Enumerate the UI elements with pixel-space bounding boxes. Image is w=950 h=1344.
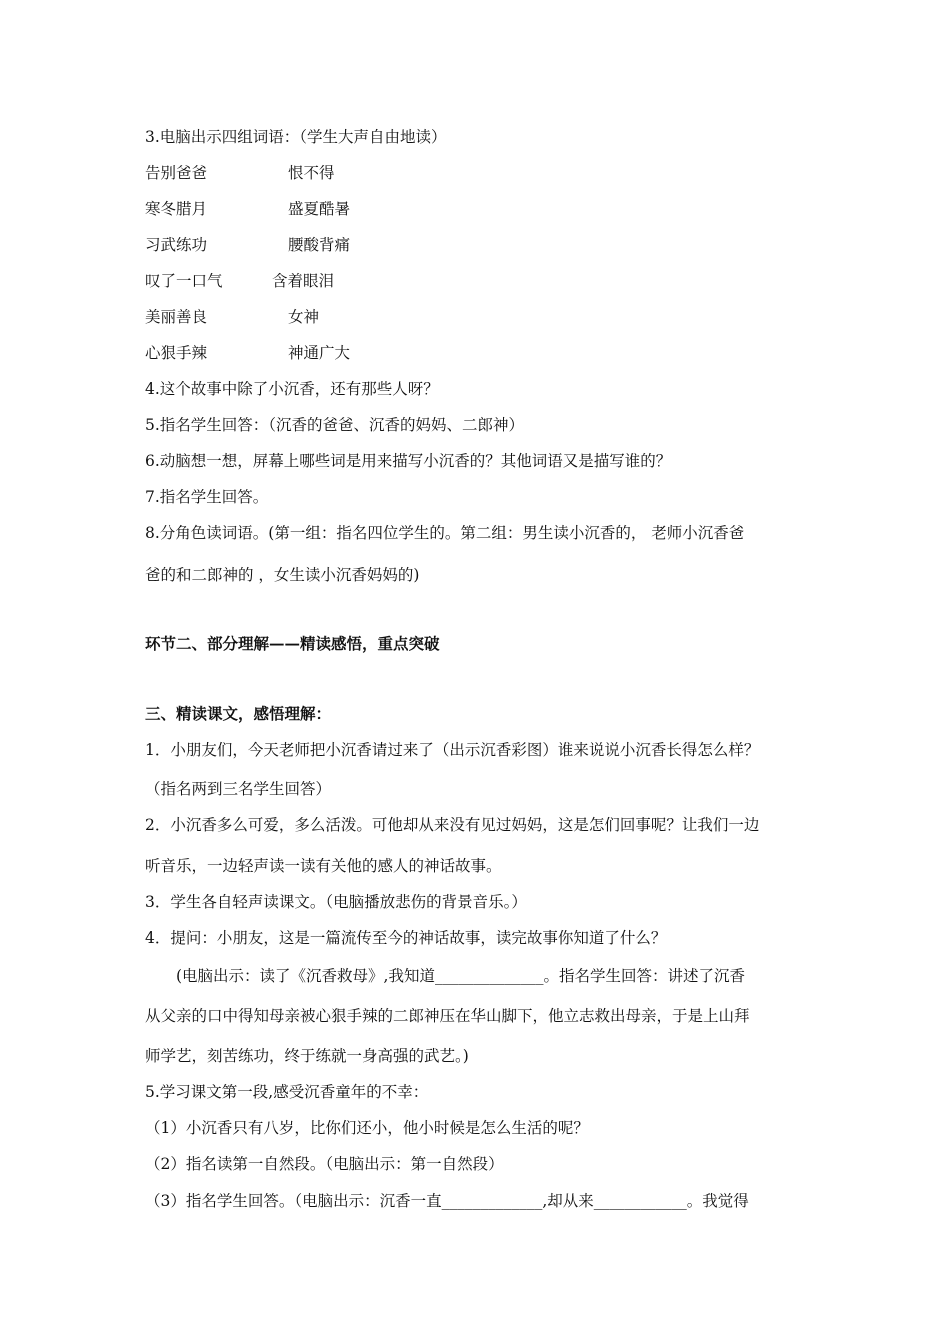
word-left: 美丽善良 bbox=[145, 308, 208, 326]
paragraph-1-line-1: 1．小朋友们，今天老师把小沉香请过来了（出示沉香彩图）谁来说说小沉香长得怎么样？ bbox=[145, 741, 760, 759]
intro-line: 3.电脑出示四组词语：（学生大声自由地读） bbox=[145, 128, 447, 146]
paragraph-4-answer-line-1: (电脑出示：读了《沉香救母》,我知道______________。指名学生回答：讲述了沉香 bbox=[176, 967, 745, 985]
word-left: 习武练功 bbox=[145, 236, 208, 254]
section-2-heading: 环节二、部分理解——精读感悟，重点突破 bbox=[145, 634, 440, 653]
question-4: 4.这个故事中除了小沉香，还有那些人呀？ bbox=[145, 380, 439, 398]
word-right: 神通广大 bbox=[288, 344, 351, 362]
word-right: 腰酸背痛 bbox=[288, 236, 351, 254]
section-3-heading: 三、精读课文，感悟理解： bbox=[145, 704, 332, 723]
paragraph-2-line-1: 2．小沉香多么可爱，多么活泼。可他却从来没有见过妈妈，这是怎们回事呢？让我们一边 bbox=[145, 816, 760, 834]
paragraph-5-sub-1: （1）小沉香只有八岁，比你们还小，他小时候是怎么生活的呢？ bbox=[145, 1119, 589, 1137]
word-right: 女神 bbox=[288, 308, 320, 326]
question-5: 5.指名学生回答：（沉香的爸爸、沉香的妈妈、二郎神） bbox=[145, 416, 525, 434]
word-right: 含着眼泪 bbox=[272, 272, 335, 290]
paragraph-1-line-2: （指名两到三名学生回答） bbox=[145, 780, 332, 798]
word-left: 叹了一口气 bbox=[145, 272, 223, 290]
paragraph-3: 3．学生各自轻声读课文。（电脑播放悲伤的背景音乐。） bbox=[145, 893, 527, 911]
word-right: 恨不得 bbox=[288, 164, 335, 182]
question-6: 6.动脑想一想，屏幕上哪些词是用来描写小沉香的？其他词语又是描写谁的？ bbox=[145, 452, 672, 470]
word-right: 盛夏酷暑 bbox=[288, 200, 351, 218]
paragraph-4: 4．提问：小朋友，这是一篇流传至今的神话故事，读完故事你知道了什么？ bbox=[145, 929, 667, 947]
paragraph-4-answer-line-2: 从父亲的口中得知母亲被心狠手辣的二郎神压在华山脚下，他立志救出母亲，于是上山拜 bbox=[145, 1007, 750, 1025]
question-8-line-1: 8.分角色读词语。(第一组：指名四位学生的。第二组：男生读小沉香的， 老师小沉香爸 bbox=[145, 524, 745, 542]
question-8-line-2: 爸的和二郎神的 ，女生读小沉香妈妈的) bbox=[145, 566, 420, 584]
paragraph-4-answer-line-3: 师学艺，刻苦练功，终于练就一身高强的武艺。) bbox=[145, 1047, 469, 1065]
paragraph-5-sub-3: （3）指名学生回答。（电脑出示：沉香一直_____________,却从来____________。我觉得 bbox=[145, 1192, 749, 1210]
word-left: 告别爸爸 bbox=[145, 164, 208, 182]
paragraph-5: 5.学习课文第一段,感受沉香童年的不幸： bbox=[145, 1083, 429, 1101]
question-7: 7.指名学生回答。 bbox=[145, 488, 269, 506]
word-left: 寒冬腊月 bbox=[145, 200, 208, 218]
paragraph-2-line-2: 听音乐，一边轻声读一读有关他的感人的神话故事。 bbox=[145, 857, 502, 875]
word-left: 心狠手辣 bbox=[145, 344, 208, 362]
paragraph-5-sub-2: （2）指名读第一自然段。（电脑出示：第一自然段） bbox=[145, 1155, 504, 1173]
